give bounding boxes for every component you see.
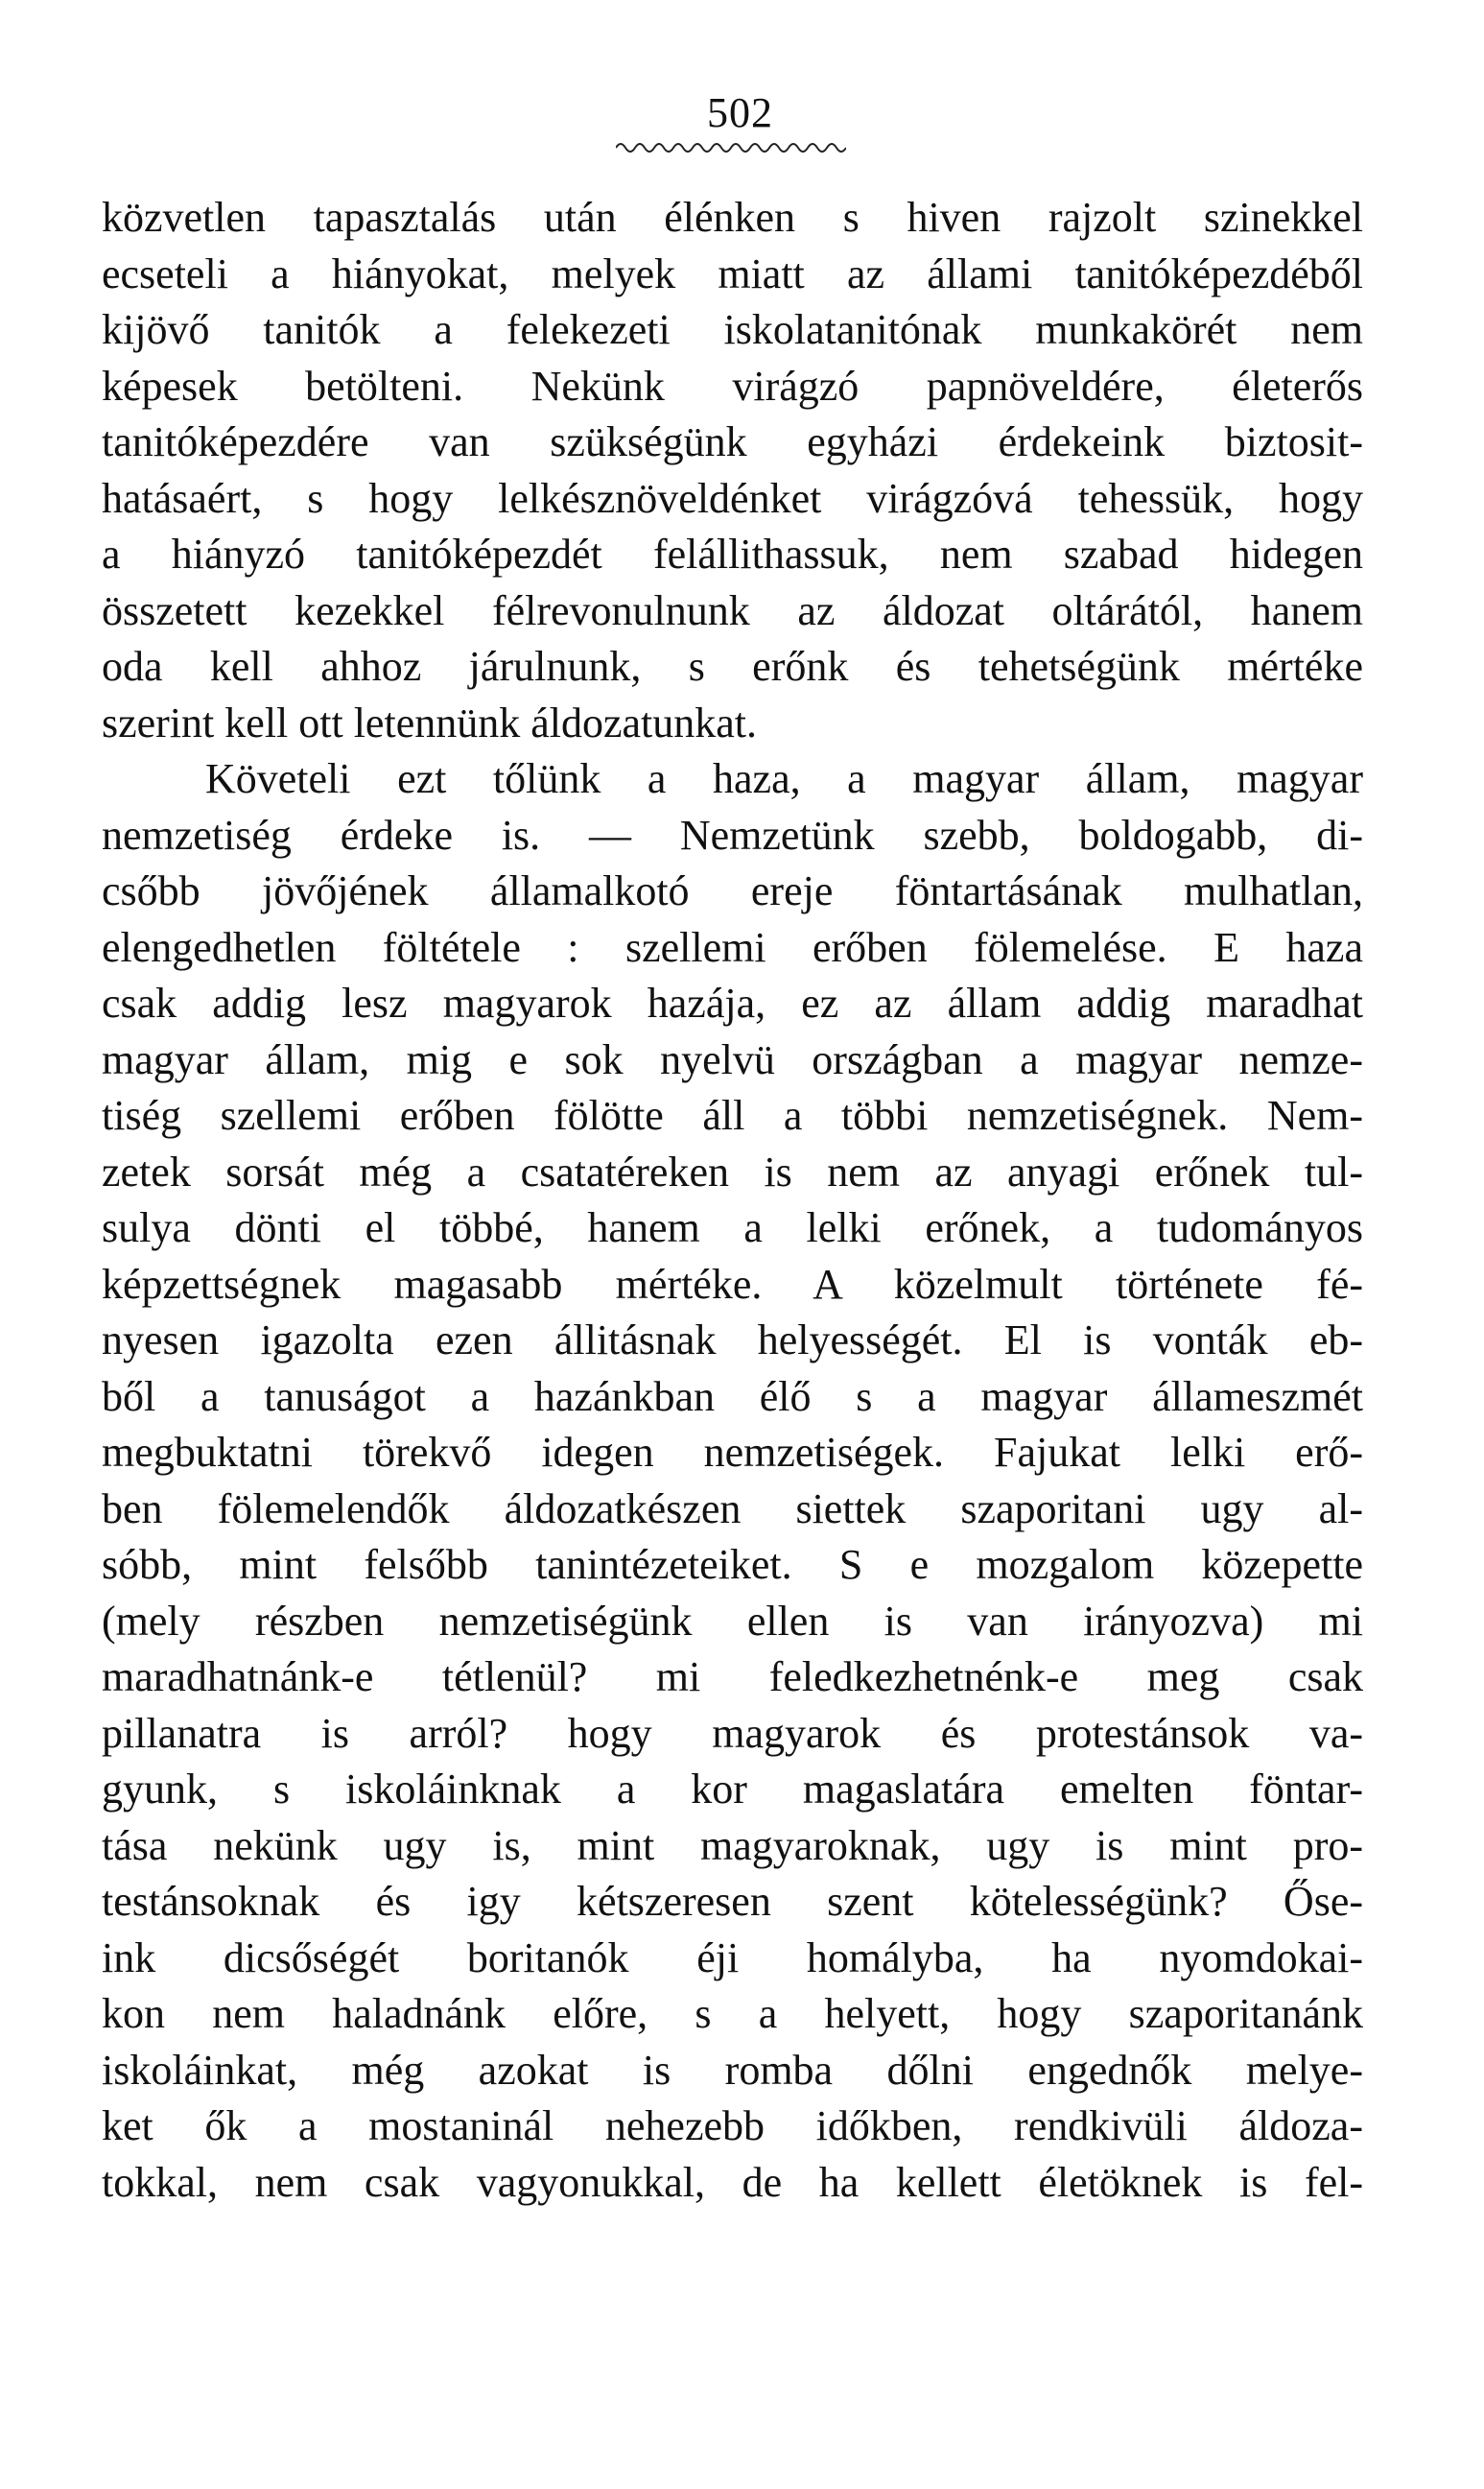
- text-line: magyar állam, mig e sok nyelvü országban a magyar nemze-: [102, 1035, 1363, 1083]
- text-line: ecseteli a hiányokat, melyek miatt az állami tanitóképezdéből: [102, 249, 1363, 297]
- text-line: nyesen igazolta ezen állitásnak helyességét. El is vonták eb-: [102, 1316, 1363, 1363]
- text-line: nemzetiség érdeke is. — Nemzetünk szebb, boldogabb, di-: [102, 811, 1363, 859]
- text-line: pillanatra is arról? hogy magyarok és protestánsok va-: [102, 1709, 1363, 1757]
- text-line: tiség szellemi erőben fölötte áll a többi nemzetiségnek. Nem-: [102, 1092, 1363, 1139]
- text-line: közvetlen tapasztalás után élénken s hiven rajzolt szinekkel: [102, 194, 1363, 241]
- text-line: összetett kezekkel félrevonulnunk az áldozat oltárától, hanem: [102, 586, 1363, 634]
- wavy-rule-icon: [616, 140, 846, 155]
- text-line: sóbb, mint felsőbb tanintézeteiket. S e mozgalom közepette: [102, 1541, 1363, 1588]
- text-line: ben fölemelendők áldozatkészen siettek szaporitani ugy al-: [102, 1484, 1363, 1532]
- text-line: ink dicsőségét boritanók éji homályba, ha nyomdokai-: [102, 1933, 1363, 1981]
- text-line: képesek betölteni. Nekünk virágzó papnöveldére, életerős: [102, 362, 1363, 410]
- text-line: iskoláinkat, még azokat is romba dőlni engednők melye-: [102, 2046, 1363, 2094]
- text-line: ket ők a mostaninál nehezebb időkben, rendkivüli áldoza-: [102, 2102, 1363, 2149]
- text-line: elengedhetlen föltétele : szellemi erőben fölemelése. E haza: [102, 923, 1363, 971]
- text-line: Követeli ezt tőlünk a haza, a magyar állam, magyar: [205, 755, 1363, 802]
- text-line: gyunk, s iskoláinknak a kor magaslatára emelten föntar-: [102, 1766, 1363, 1813]
- text-line: testánsoknak és igy kétszeresen szent kötelességünk? Őse-: [102, 1878, 1363, 1925]
- paragraph-1: [102, 190, 1363, 751]
- text-line: megbuktatni törekvő idegen nemzetiségek. Fajukat lelki erő-: [102, 1429, 1363, 1476]
- text-line: tása nekünk ugy is, mint magyaroknak, ugy is mint pro-: [102, 1821, 1363, 1869]
- text-line: sulya dönti el többé, hanem a lelki erőnek, a tudományos: [102, 1204, 1363, 1251]
- page-number: 502: [707, 89, 773, 136]
- text-line: csőbb jövőjének államalkotó ereje föntartásának mulhatlan,: [102, 867, 1363, 914]
- text-line: zetek sorsát még a csatatéreken is nem az anyagi erőnek tul-: [102, 1148, 1363, 1196]
- text-line: tokkal, nem csak vagyonukkal, de ha kellett életöknek is fel-: [102, 2158, 1363, 2206]
- text-line: maradhatnánk-e tétlenül? mi feledkezhetnénk-e meg csak: [102, 1653, 1363, 1700]
- text-line: kon nem haladnánk előre, s a helyett, hogy szaporitanánk: [102, 1990, 1363, 2037]
- paragraph-2: [102, 751, 1363, 2211]
- text-line: csak addig lesz magyarok hazája, ez az állam addig maradhat: [102, 980, 1363, 1027]
- text-line: szerint kell ott letennünk áldozatunkat.: [102, 699, 758, 747]
- text-line: képzettségnek magasabb mértéke. A közelmult története fé-: [102, 1260, 1363, 1308]
- text-line: hatásaért, s hogy lelkésznöveldénket virágzóvá tehessük, hogy: [102, 474, 1363, 522]
- text-line: ből a tanuságot a hazánkban élő s a magyar állameszmét: [102, 1372, 1363, 1420]
- body-text: [102, 190, 1363, 2211]
- text-line: kijövő tanitók a felekezeti iskolatanitónak munkakörét nem: [102, 306, 1363, 353]
- text-line: a hiányzó tanitóképezdét felállithassuk, nem szabad hidegen: [102, 531, 1363, 578]
- text-line: tanitóképezdére van szükségünk egyházi érdekeink biztosit-: [102, 418, 1363, 465]
- text-line: oda kell ahhoz járulnunk, s erőnk és tehetségünk mértéke: [102, 643, 1363, 690]
- text-line: (mely részben nemzetiségünk ellen is van irányozva) mi: [102, 1597, 1363, 1645]
